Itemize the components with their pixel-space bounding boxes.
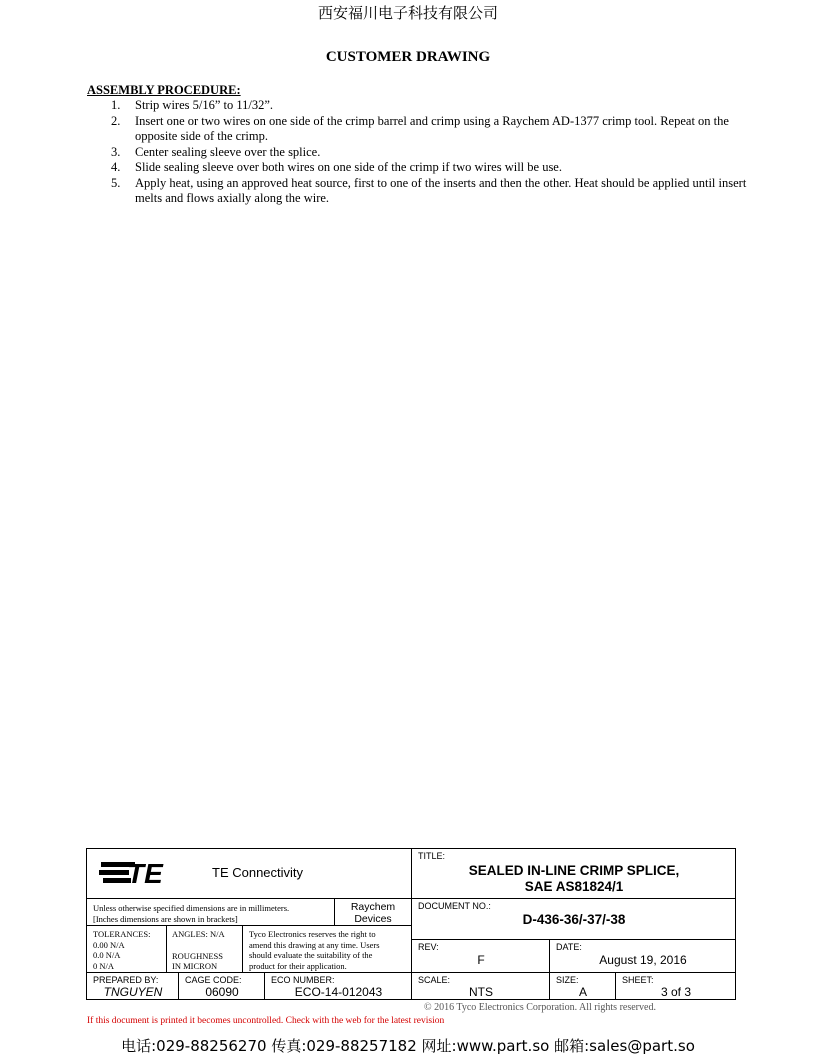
logo-cell xyxy=(87,849,412,899)
angles-cell xyxy=(167,926,243,973)
procedure-step xyxy=(87,145,747,161)
step-number: 5. xyxy=(111,175,121,190)
size-value: A xyxy=(578,985,587,999)
disclaimer-line1: Tyco Electronics reserves the right to xyxy=(249,929,376,939)
logo-lettering: TE xyxy=(127,859,163,887)
cage-value: 06090 xyxy=(205,985,239,999)
procedure-step xyxy=(87,160,747,176)
disclaimer-line3: should evaluate the suitability of the xyxy=(249,950,373,960)
tolerance-3: 0 N/A xyxy=(93,960,115,971)
te-logo-icon xyxy=(99,859,189,887)
date-label: DATE: xyxy=(556,942,582,952)
company-header: 西安福川电子科技有限公司 xyxy=(317,4,498,22)
procedure-step xyxy=(87,114,747,145)
brand-line2: Devices xyxy=(354,913,392,925)
step-number: 2. xyxy=(111,113,121,128)
eco-label: ECO NUMBER: xyxy=(271,975,335,985)
size-label: SIZE: xyxy=(556,975,579,985)
step-text: Insert one or two wires on one side of the crimp barrel and crimp using a Raychem AD-1377 crimp tool. Repeat on the opposite side of the crimp. xyxy=(135,113,729,143)
doc-no-label: DOCUMENT NO.: xyxy=(418,901,491,911)
tolerances-cell xyxy=(87,926,167,973)
date-cell xyxy=(550,940,736,973)
step-number: 1. xyxy=(111,98,121,112)
units-note xyxy=(87,899,335,926)
disclaimer-line4: product for their application. xyxy=(249,960,347,971)
roughness-line2: IN MICRON xyxy=(172,961,218,971)
uncontrolled-note: If this document is printed it becomes uncontrolled. Check with the web for the latest revision xyxy=(87,1016,445,1026)
title-label: TITLE: xyxy=(418,851,446,861)
disclaimer-line2: amend this drawing at any time. Users xyxy=(249,939,380,950)
step-text: Slide sealing sleeve over both wires on one side of the crimp if two wires will be use. xyxy=(135,160,562,174)
prepared-label: PREPARED BY: xyxy=(93,975,159,985)
step-text: Strip wires 5/16” to 11/32”. xyxy=(135,98,274,112)
prepared-by-cell xyxy=(87,973,179,1000)
title-cell xyxy=(412,849,736,899)
cage-code-cell xyxy=(179,973,265,1000)
procedure-step xyxy=(87,98,747,114)
title-block xyxy=(86,848,736,1000)
document-number-cell xyxy=(412,899,736,940)
sheet-cell xyxy=(616,973,736,1000)
size-cell xyxy=(550,973,616,1000)
contact-footer: 电话:029-88256270 传真:029-88257182 网址:www.part.so 邮箱:sales@part.so xyxy=(121,1037,695,1055)
tolerance-1: 0.00 N/A xyxy=(93,939,125,950)
scale-cell xyxy=(412,973,550,1000)
sheet-value: 3 of 3 xyxy=(660,985,692,999)
copyright-notice: © 2016 Tyco Electronics Corporation. All rights reserved. xyxy=(424,1002,656,1013)
rev-value: F xyxy=(477,953,485,967)
tolerances-label: TOLERANCES: xyxy=(93,929,151,939)
step-text: Center sealing sleeve over the splice. xyxy=(135,144,321,159)
document-title: CUSTOMER DRAWING xyxy=(325,49,491,65)
units-note-line2: [Inches dimensions are shown in brackets] xyxy=(93,913,238,924)
drawing-title-line2: SAE AS81824/1 xyxy=(524,879,624,894)
brand-line1: Raychem xyxy=(350,901,396,913)
rev-label: REV: xyxy=(418,942,439,952)
procedure-steps xyxy=(87,98,747,207)
drawing-title xyxy=(412,863,736,895)
eco-number-cell xyxy=(265,973,412,1000)
company-name: TE Connectivity xyxy=(212,865,304,880)
cage-label: CAGE CODE: xyxy=(185,975,242,985)
tolerance-2: 0.0 N/A xyxy=(93,950,121,960)
prepared-value: TNGUYEN xyxy=(103,985,163,999)
eco-value: ECO-14-012043 xyxy=(294,985,383,999)
procedure-heading: ASSEMBLY PROCEDURE: xyxy=(87,83,241,97)
brand-cell xyxy=(335,899,412,926)
units-note-line1: Unless otherwise specified dimensions are in millimeters. xyxy=(93,903,290,913)
sheet-label: SHEET: xyxy=(622,975,654,985)
scale-value: NTS xyxy=(469,985,493,999)
step-number: 4. xyxy=(111,160,121,174)
procedure-step xyxy=(87,176,747,207)
angles: ANGLES: N/A xyxy=(172,929,225,939)
step-text: Apply heat, using an approved heat source, first to one of the inserts and then the other. Heat should be applied until insert melts and flows axially along the wire. xyxy=(135,175,747,205)
step-number: 3. xyxy=(111,144,121,159)
date-value: August 19, 2016 xyxy=(599,953,687,967)
drawing-title-line1: SEALED IN-LINE CRIMP SPLICE, xyxy=(468,863,680,878)
rev-cell xyxy=(412,940,550,973)
scale-label: SCALE: xyxy=(418,975,451,985)
disclaimer-cell xyxy=(243,926,412,973)
roughness-line1: ROUGHNESS xyxy=(172,950,224,961)
document-number: D-436-36/-37/-38 xyxy=(522,912,626,927)
